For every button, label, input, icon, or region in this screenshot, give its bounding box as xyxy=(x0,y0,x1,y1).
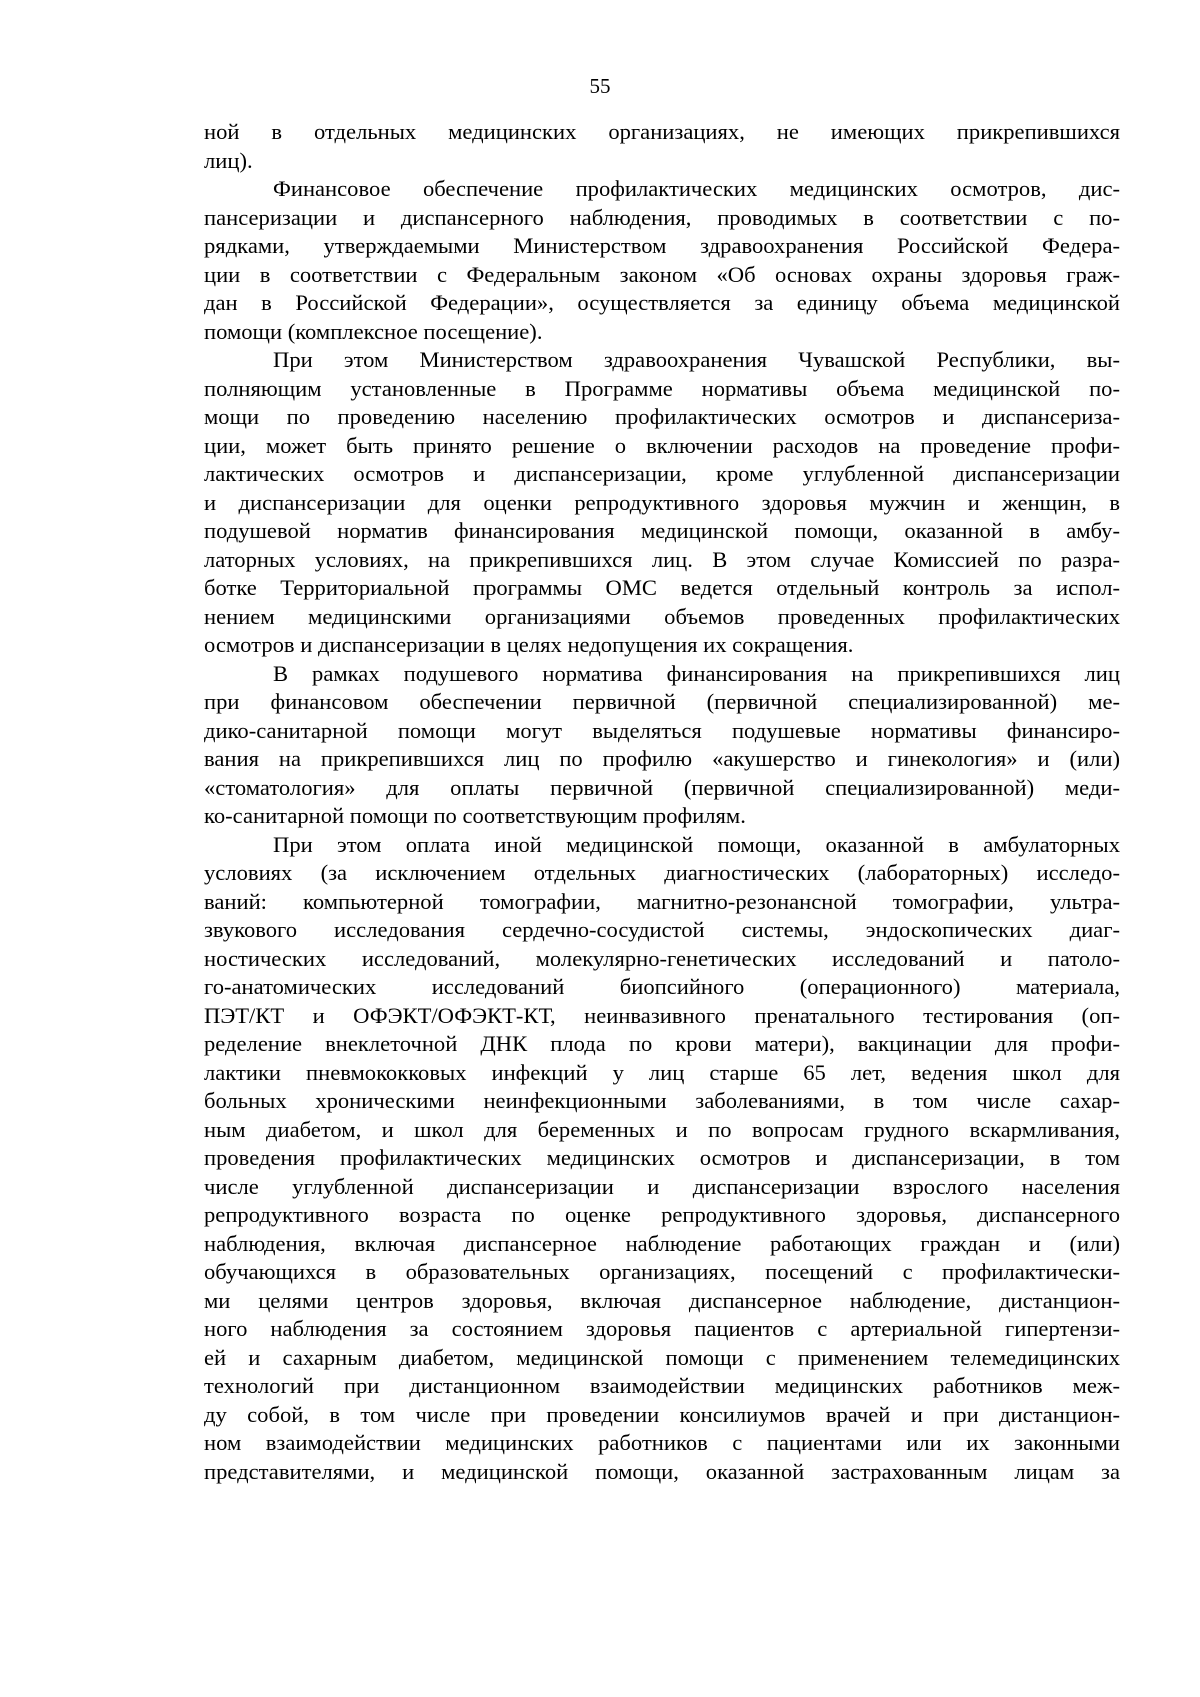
text-line: технологий при дистанционном взаимодействии медицинских работников меж- xyxy=(204,1373,1120,1398)
text-line: При этом Министерством здравоохранения Чувашской Республики, вы- xyxy=(273,347,1120,372)
text-line: полняющим установленные в Программе нормативы объема медицинской по- xyxy=(204,375,1120,401)
text-line: репродуктивного возраста по оценке репродуктивного здоровья, диспансерного xyxy=(204,1202,1120,1227)
text-line: дан в Российской Федерации», осуществляется за единицу объема медицинской xyxy=(204,290,1120,315)
text-line: и диспансеризации для оценки репродуктивного здоровья мужчин и женщин, в xyxy=(204,489,1120,515)
text-line: рядками, утверждаемыми Министерством здравоохранения Российской Федера- xyxy=(204,233,1120,258)
text-line: ным диабетом, и школ для беременных и по вопросам грудного вскармливания, xyxy=(204,1116,1120,1142)
text-line: условиях (за исключением отдельных диагностических (лабораторных) исследо- xyxy=(204,860,1120,885)
text-line: подушевой норматив финансирования медицинской помощи, оказанной в амбу- xyxy=(204,518,1120,543)
text-line: Финансовое обеспечение профилактических медицинских осмотров, дис- xyxy=(273,176,1120,201)
text-line: ми целями центров здоровья, включая диспансерное наблюдение, дистанцион- xyxy=(204,1287,1120,1313)
text-line: В рамках подушевого норматива финансирования на прикрепившихся лиц xyxy=(273,660,1120,686)
text-line: латорных условиях, на прикрепившихся лиц. В этом случае Комиссией по разра- xyxy=(204,546,1120,572)
text-line: ваний: компьютерной томографии, магнитно-резонансной томографии, ультра- xyxy=(204,888,1120,914)
text-line: больных хроническими неинфекционными заболеваниями, в том числе сахар- xyxy=(204,1088,1120,1113)
text-line: проведения профилактических медицинских осмотров и диспансеризации, в том xyxy=(204,1145,1120,1170)
text-line: ции в соответствии с Федеральным законом «Об основах охраны здоровья граж- xyxy=(204,261,1120,287)
text-line: лактических осмотров и диспансеризации, кроме углубленной диспансеризации xyxy=(204,461,1120,486)
body-text xyxy=(204,118,1120,1486)
text-line: осмотров и диспансеризации в целях недопущения их сокращения. xyxy=(204,632,854,657)
page-number: 55 xyxy=(589,74,611,98)
text-line: ции, может быть принято решение о включении расходов на проведение профи- xyxy=(204,432,1120,458)
text-line: го-анатомических исследований биопсийного (операционного) материала, xyxy=(204,974,1120,999)
text-line: «стоматология» для оплаты первичной (первичной специализированной) меди- xyxy=(204,774,1120,800)
text-line: ного наблюдения за состоянием здоровья пациентов с артериальной гипертензи- xyxy=(204,1316,1120,1341)
text-line: пансеризации и диспансерного наблюдения, проводимых в соответствии с по- xyxy=(204,204,1120,230)
text-line: ей и сахарным диабетом, медицинской помощи с применением телемедицинских xyxy=(204,1344,1120,1370)
text-line: числе углубленной диспансеризации и диспансеризации взрослого населения xyxy=(204,1173,1120,1199)
text-line: обучающихся в образовательных организациях, посещений с профилактически- xyxy=(204,1259,1120,1284)
text-line: лиц). xyxy=(204,147,253,173)
text-line: вания на прикрепившихся лиц по профилю «акушерство и гинекология» и (или) xyxy=(204,746,1120,771)
text-line: ко-санитарной помощи по соответствующим профилям. xyxy=(204,803,746,828)
text-line: ном взаимодействии медицинских работников с пациентами или их законными xyxy=(204,1430,1120,1455)
text-line: ностических исследований, молекулярно-генетических исследований и патоло- xyxy=(204,945,1120,971)
text-line: ной в отдельных медицинских организациях, не имеющих прикрепившихся xyxy=(204,119,1120,144)
text-line: звукового исследования сердечно-сосудистой системы, эндоскопических диаг- xyxy=(204,917,1120,942)
text-line: ду собой, в том числе при проведении консилиумов врачей и при дистанцион- xyxy=(204,1401,1120,1427)
text-line: наблюдения, включая диспансерное наблюдение работающих граждан и (или) xyxy=(204,1230,1120,1256)
text-line: представителями, и медицинской помощи, оказанной застрахованным лицам за xyxy=(204,1458,1120,1484)
text-line: мощи по проведению населению профилактических осмотров и диспансериза- xyxy=(204,404,1120,429)
text-line: ПЭТ/КТ и ОФЭКТ/ОФЭКТ-КТ, неинвазивного пренатального тестирования (оп- xyxy=(204,1002,1120,1028)
text-line: дико-санитарной помощи могут выделяться подушевые нормативы финансиро- xyxy=(204,717,1120,743)
text-line: ботке Территориальной программы ОМС ведется отдельный контроль за испол- xyxy=(204,575,1120,600)
text-line: при финансовом обеспечении первичной (первичной специализированной) ме- xyxy=(204,689,1120,714)
text-line: помощи (комплексное посещение). xyxy=(204,318,543,344)
text-line: лактики пневмококковых инфекций у лиц старше 65 лет, ведения школ для xyxy=(204,1059,1120,1085)
text-line: ределение внеклеточной ДНК плода по крови матери), вакцинации для профи- xyxy=(204,1031,1120,1056)
text-line: При этом оплата иной медицинской помощи, оказанной в амбулаторных xyxy=(273,831,1120,857)
text-line: нением медицинскими организациями объемов проведенных профилактических xyxy=(204,603,1120,629)
